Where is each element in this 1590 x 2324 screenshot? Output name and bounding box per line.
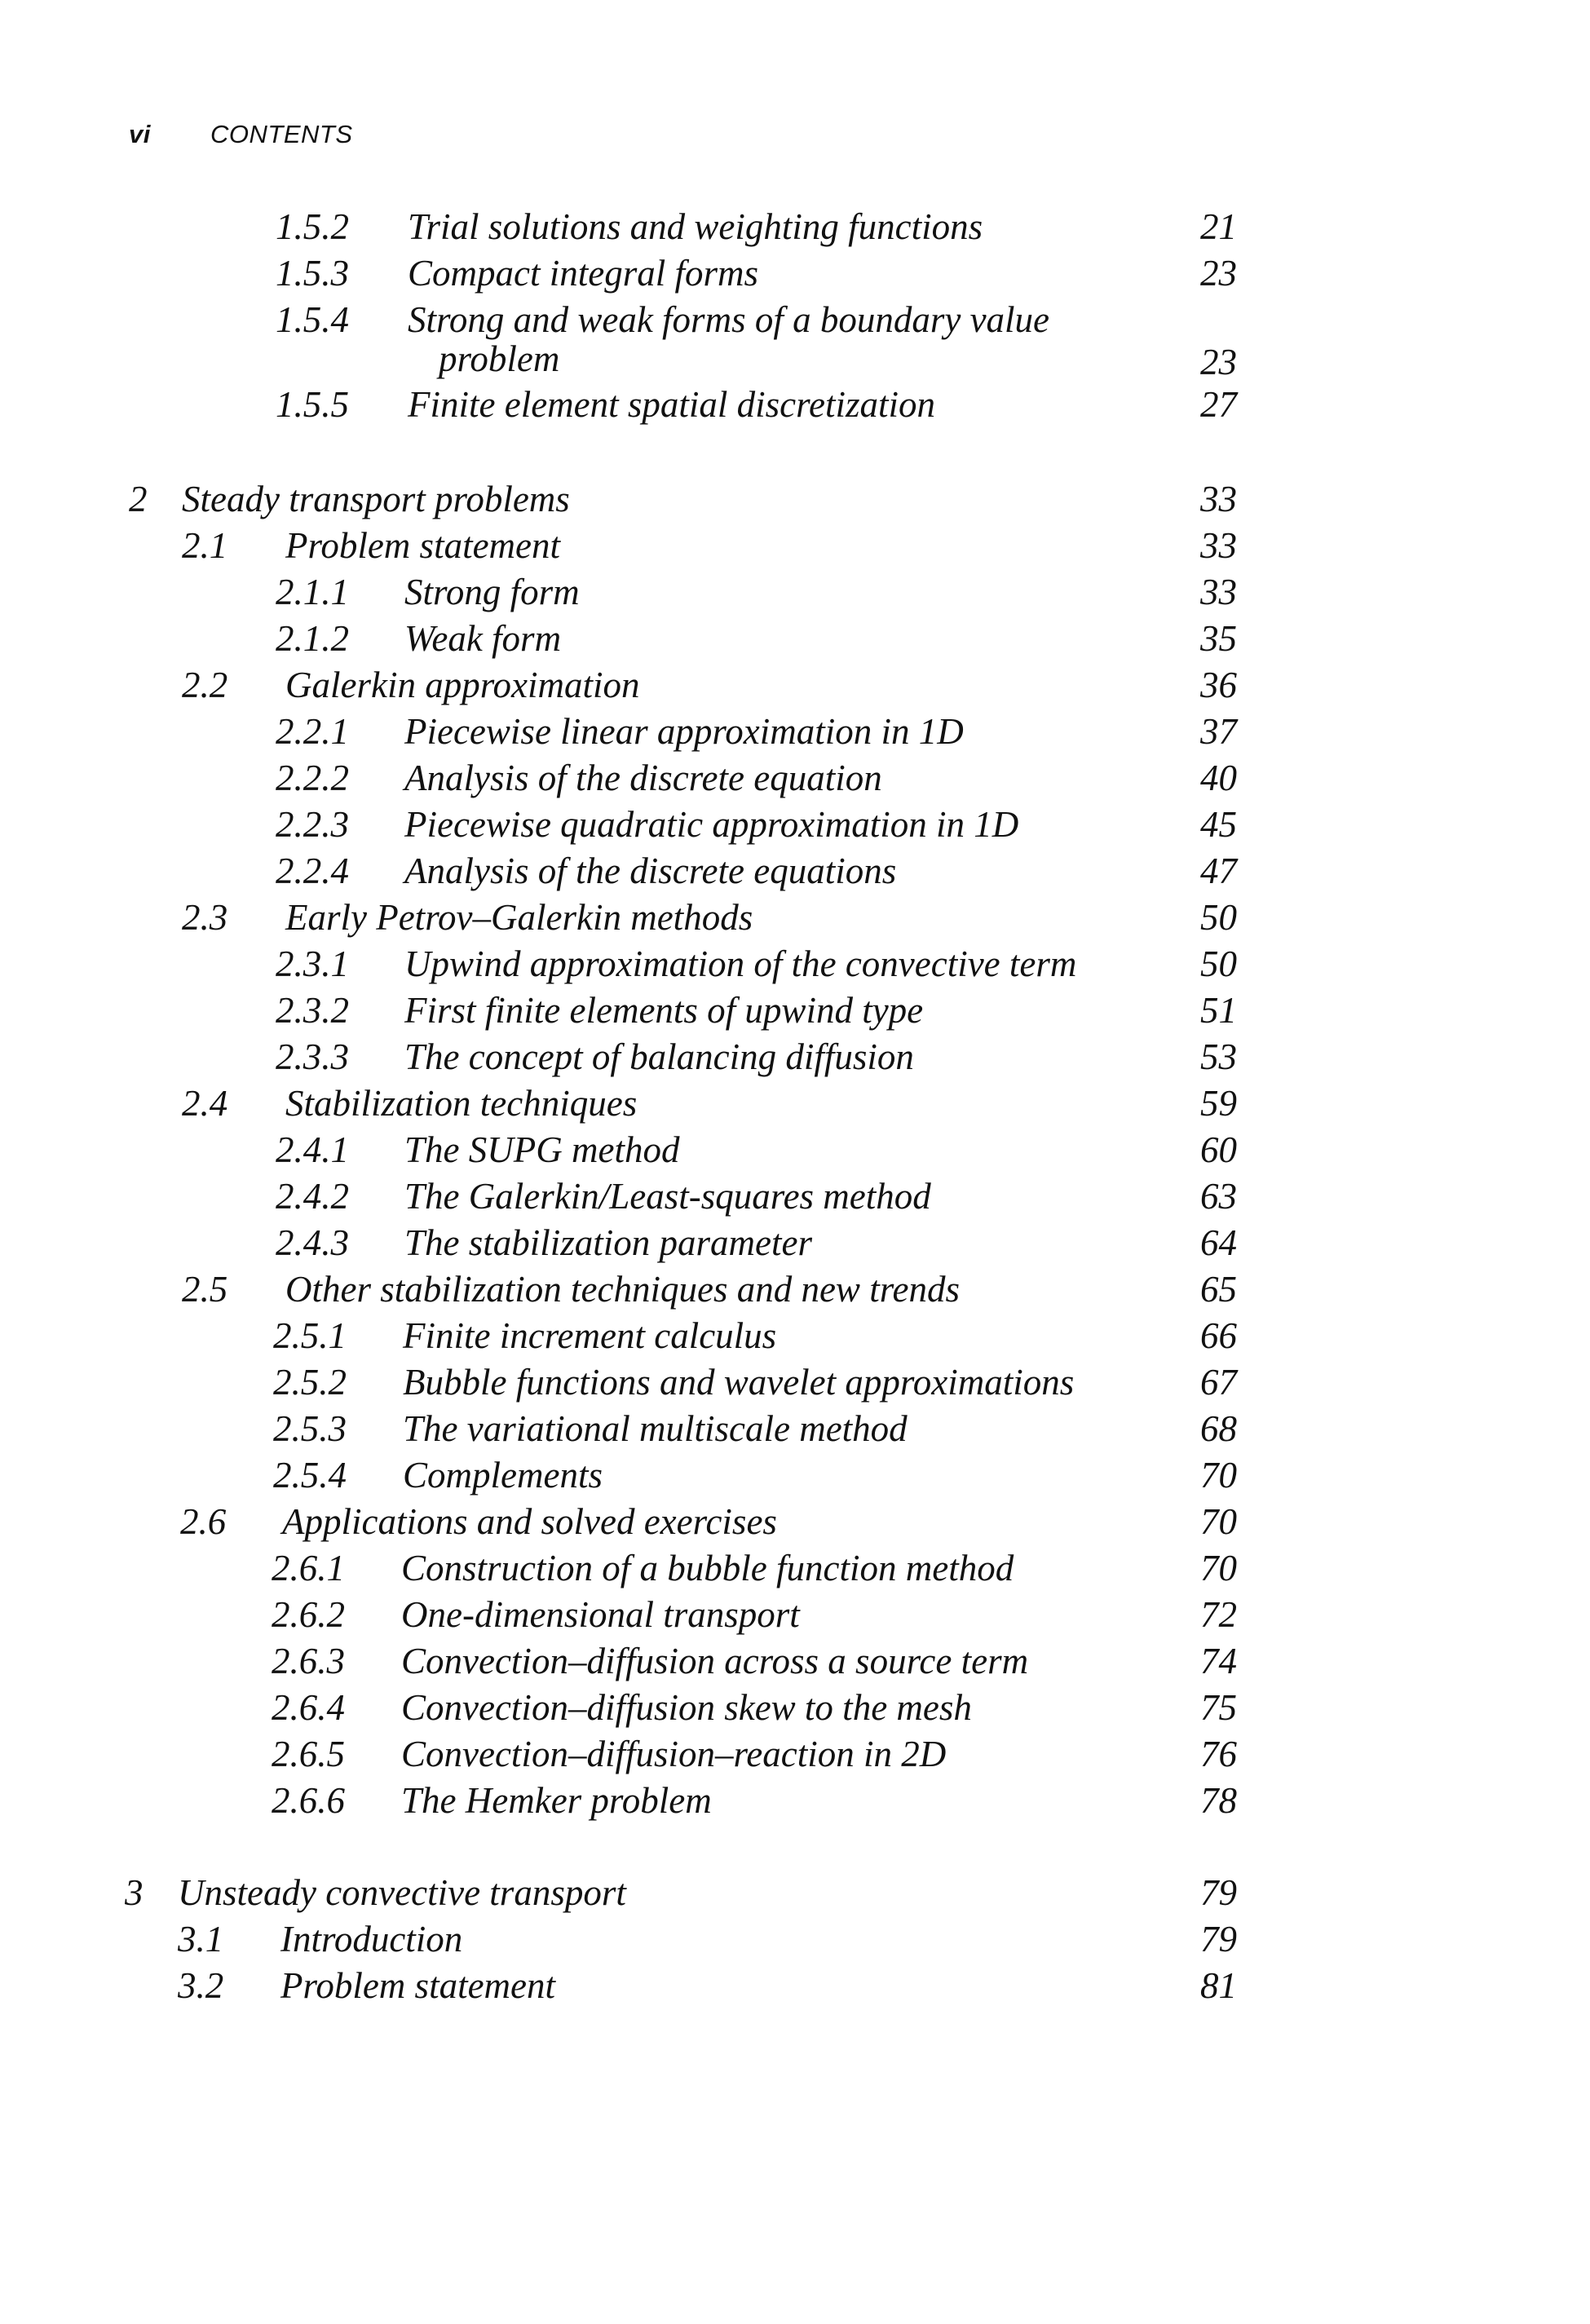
entry-title: Upwind approximation of the convective term xyxy=(404,943,1077,984)
entry-title: Construction of a bubble function method xyxy=(401,1548,1014,1588)
entry-page: 70 xyxy=(1200,1455,1237,1496)
entry-number: 2.3.2 xyxy=(276,990,349,1031)
entry-number: 2.6.5 xyxy=(272,1734,345,1774)
entry-page: 50 xyxy=(1200,897,1237,938)
entry-title-line-1: Strong and weak forms of a boundary value xyxy=(408,299,1050,340)
entry-title: One-dimensional transport xyxy=(401,1594,800,1635)
entry-title: Piecewise linear approximation in 1D xyxy=(404,711,964,752)
entry-page: 79 xyxy=(1200,1919,1237,1959)
entry-page: 35 xyxy=(1200,618,1237,659)
entry-number: 1.5.2 xyxy=(276,206,349,247)
entry-title: Finite increment calculus xyxy=(403,1315,777,1356)
entry-number: 2 xyxy=(129,479,148,519)
entry-title: Other stabilization techniques and new trends xyxy=(285,1269,961,1310)
entry-number: 2.6.3 xyxy=(272,1641,345,1681)
entry-title xyxy=(408,298,1049,380)
entry-title: Piecewise quadratic approximation in 1D xyxy=(404,804,1019,845)
entry-title: Stabilization techniques xyxy=(285,1083,638,1124)
entry-title: The concept of balancing diffusion xyxy=(404,1036,914,1077)
entry-title: Galerkin approximation xyxy=(285,665,640,705)
entry-page: 68 xyxy=(1200,1408,1237,1449)
entry-title: Strong form xyxy=(404,572,580,612)
entry-page: 21 xyxy=(1200,206,1237,247)
entry-title: Early Petrov–Galerkin methods xyxy=(285,897,753,938)
toc-entry-1-5-4[interactable] xyxy=(0,298,1590,383)
entry-number: 2.3 xyxy=(182,897,228,938)
entry-title: The variational multiscale method xyxy=(403,1408,908,1449)
entry-page: 60 xyxy=(1200,1129,1237,1170)
entry-title: Convection–diffusion–reaction in 2D xyxy=(401,1734,947,1774)
running-title: CONTENTS xyxy=(210,120,353,148)
entry-page: 66 xyxy=(1200,1315,1237,1356)
entry-page: 53 xyxy=(1200,1036,1237,1077)
entry-title: Applications and solved exercises xyxy=(282,1501,777,1542)
entry-number: 2.2.2 xyxy=(276,758,349,798)
entry-number: 2.1.2 xyxy=(276,618,349,659)
entry-page: 47 xyxy=(1200,851,1237,891)
entry-page: 40 xyxy=(1200,758,1237,798)
entry-page: 37 xyxy=(1200,711,1237,752)
entry-number: 2.2.4 xyxy=(276,851,349,891)
entry-title: First finite elements of upwind type xyxy=(404,990,924,1031)
entry-title: The Galerkin/Least-squares method xyxy=(404,1176,931,1217)
entry-number: 2.4.3 xyxy=(276,1222,349,1263)
entry-number: 2.5 xyxy=(182,1269,228,1310)
entry-number: 3.1 xyxy=(178,1919,224,1959)
entry-page: 51 xyxy=(1200,990,1237,1031)
entry-title: Convection–diffusion skew to the mesh xyxy=(401,1687,972,1728)
entry-number: 2.6.6 xyxy=(272,1780,345,1821)
entry-number: 2.5.4 xyxy=(273,1455,347,1496)
entry-title: Problem statement xyxy=(285,525,561,566)
entry-title: Bubble functions and wavelet approximations xyxy=(403,1362,1075,1403)
entry-number: 2.4.2 xyxy=(276,1176,349,1217)
entry-title: Unsteady convective transport xyxy=(178,1872,626,1913)
entry-number: 1.5.4 xyxy=(276,299,349,340)
entry-title: Steady transport problems xyxy=(182,479,570,519)
entry-title: Compact integral forms xyxy=(408,253,759,294)
entry-title: The Hemker problem xyxy=(401,1780,712,1821)
entry-page: 27 xyxy=(1200,384,1237,425)
entry-title: The SUPG method xyxy=(404,1129,680,1170)
entry-number: 1.5.3 xyxy=(276,253,349,294)
entry-title: Weak form xyxy=(404,618,562,659)
entry-page: 33 xyxy=(1200,572,1237,612)
entry-title-line-2: problem xyxy=(439,338,560,379)
entry-title: Analysis of the discrete equation xyxy=(404,758,882,798)
entry-title: Problem statement xyxy=(280,1965,556,2006)
entry-page: 67 xyxy=(1200,1362,1237,1403)
entry-page: 59 xyxy=(1200,1083,1237,1124)
entry-number: 2.4.1 xyxy=(276,1129,349,1170)
entry-page: 33 xyxy=(1200,525,1237,566)
entry-number: 2.6.1 xyxy=(272,1548,345,1588)
entry-page: 64 xyxy=(1200,1222,1237,1263)
entry-number: 2.2.1 xyxy=(276,711,349,752)
entry-number: 2.2 xyxy=(182,665,228,705)
entry-number: 2.5.2 xyxy=(273,1362,347,1403)
entry-title: Convection–diffusion across a source term xyxy=(401,1641,1029,1681)
entry-number: 3.2 xyxy=(178,1965,224,2006)
entry-number: 2.6 xyxy=(180,1501,227,1542)
entry-title: Introduction xyxy=(280,1919,463,1959)
entry-page: 79 xyxy=(1200,1872,1237,1913)
entry-number: 2.6.4 xyxy=(272,1687,345,1728)
entry-number: 2.2.3 xyxy=(276,804,349,845)
entry-page: 75 xyxy=(1200,1687,1237,1728)
entry-page: 33 xyxy=(1200,479,1237,519)
entry-page: 70 xyxy=(1200,1548,1237,1588)
entry-page: 36 xyxy=(1200,665,1237,705)
entry-title: The stabilization parameter xyxy=(404,1222,813,1263)
entry-page: 45 xyxy=(1200,804,1237,845)
entry-page: 63 xyxy=(1200,1176,1237,1217)
entry-number: 3 xyxy=(125,1872,144,1913)
entry-page: 74 xyxy=(1200,1641,1237,1681)
entry-title: Complements xyxy=(403,1455,603,1496)
entry-page: 70 xyxy=(1200,1501,1237,1542)
entry-page: 72 xyxy=(1200,1594,1237,1635)
entry-number: 2.3.1 xyxy=(276,943,349,984)
entry-page: 78 xyxy=(1200,1780,1237,1821)
entry-page: 65 xyxy=(1200,1269,1237,1310)
entry-page: 23 xyxy=(1200,342,1237,382)
entry-number: 2.3.3 xyxy=(276,1036,349,1077)
entry-number: 2.5.3 xyxy=(273,1408,347,1449)
entry-page: 50 xyxy=(1200,943,1237,984)
entry-number: 2.1 xyxy=(182,525,228,566)
entry-title: Finite element spatial discretization xyxy=(408,384,935,425)
entry-number: 1.5.5 xyxy=(276,384,349,425)
entry-page: 76 xyxy=(1200,1734,1237,1774)
entry-number: 2.1.1 xyxy=(276,572,349,612)
entry-page: 23 xyxy=(1200,253,1237,294)
entry-page: 81 xyxy=(1200,1965,1237,2006)
page-folio: vi xyxy=(129,120,151,148)
entry-number: 2.4 xyxy=(182,1083,228,1124)
entry-number: 2.5.1 xyxy=(273,1315,347,1356)
entry-title: Analysis of the discrete equations xyxy=(404,851,897,891)
entry-number: 2.6.2 xyxy=(272,1594,345,1635)
entry-title: Trial solutions and weighting functions xyxy=(408,206,983,247)
